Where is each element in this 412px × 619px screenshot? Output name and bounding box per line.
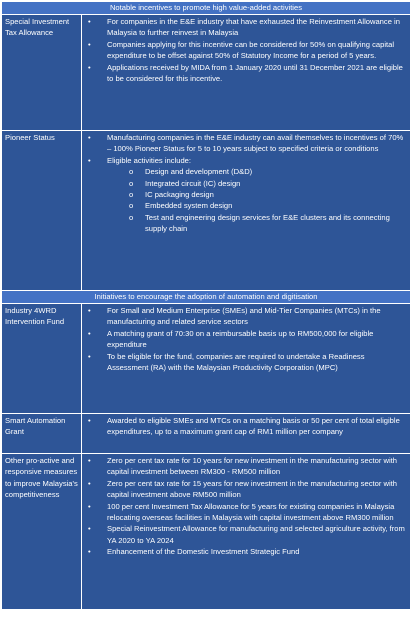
row-content bbox=[82, 131, 411, 291]
sub-list-item: o Design and development (D&D) bbox=[107, 166, 407, 177]
list-item: • For Small and Medium Enterprise (SMEs) and Mid-Tier Companies (MTCs) in the manufacturing and related service sectors bbox=[85, 305, 407, 328]
list-item: • 100 per cent Investment Tax Allowance for 5 years for existing companies in Malaysia relocating overseas facilities in Malaysia with capital investment above RM300 million bbox=[85, 501, 407, 524]
row-label: Other pro-active and responsive measures to improve Malaysia's competitiveness bbox=[2, 454, 82, 610]
table-row bbox=[2, 131, 411, 291]
section-title: Notable incentives to promote high value-added activities bbox=[2, 2, 411, 15]
list-item-text: Eligible activities include: bbox=[107, 155, 191, 165]
sub-list-item: o Embedded system design bbox=[107, 200, 407, 211]
row-content bbox=[82, 15, 411, 131]
row-content bbox=[82, 454, 411, 610]
list-item: • Companies applying for this incentive can be considered for 50% on qualifying capital expenditure to be offset against 50% of Statutory Income for a period of 5 years. bbox=[85, 39, 407, 62]
table-row bbox=[2, 414, 411, 454]
table-row bbox=[2, 454, 411, 610]
sub-list-item: o Test and engineering design services for E&E clusters and its connecting supply chain bbox=[107, 212, 407, 235]
list-item bbox=[85, 155, 407, 235]
bullet-list bbox=[85, 305, 407, 373]
list-item: • Enhancement of the Domestic Investment Strategic Fund bbox=[85, 546, 407, 557]
row-content bbox=[82, 304, 411, 414]
list-item: • Zero per cent tax rate for 10 years for new investment in the manufacturing sector with capital investment between RM300 - RM500 million bbox=[85, 455, 407, 478]
row-label: Industry 4WRD Intervention Fund bbox=[2, 304, 82, 414]
list-item: • To be eligible for the fund, companies are required to undertake a Readiness Assessment (RA) with the Malaysian Productivity Corporation (MPC) bbox=[85, 351, 407, 374]
list-item: • Awarded to eligible SMEs and MTCs on a matching basis or 50 per cent of total eligible expenditures, up to a maximum grant cap of RM1 million per company bbox=[85, 415, 407, 438]
sub-list-item: o Integrated circuit (IC) design bbox=[107, 178, 407, 189]
list-item: • A matching grant of 70:30 on a reimbursable basis up to RM500,000 for eligible expenditure bbox=[85, 328, 407, 351]
incentives-table bbox=[1, 1, 411, 610]
list-item: • Applications received by MIDA from 1 January 2020 until 31 December 2021 are eligible to be considered for this incentive. bbox=[85, 62, 407, 85]
sub-bullet-list bbox=[107, 166, 407, 234]
bullet-list bbox=[85, 415, 407, 438]
row-label: Special Investment Tax Allowance bbox=[2, 15, 82, 131]
row-content bbox=[82, 414, 411, 454]
list-item: • Special Reinvestment Allowance for manufacturing and selected agriculture activity, from YA 2020 to YA 2024 bbox=[85, 523, 407, 546]
row-label: Pioneer Status bbox=[2, 131, 82, 291]
bullet-list bbox=[85, 132, 407, 235]
sub-list-item: o IC packaging design bbox=[107, 189, 407, 200]
bullet-list bbox=[85, 455, 407, 558]
row-label: Smart Automation Grant bbox=[2, 414, 82, 454]
list-item: • Manufacturing companies in the E&E industry can avail themselves to incentives of 70% – 100% Pioneer Status for 5 to 10 years subject to specified criteria or conditions bbox=[85, 132, 407, 155]
section-title: Initiatives to encourage the adoption of automation and digitisation bbox=[2, 291, 411, 304]
list-item: • Zero per cent tax rate for 15 years for new investment in the manufacturing sector with capital investment above RM500 million bbox=[85, 478, 407, 501]
bullet-list bbox=[85, 16, 407, 84]
list-item: • For companies in the E&E industry that have exhausted the Reinvestment Allowance in Malaysia to further reinvest in Malaysia bbox=[85, 16, 407, 39]
section-header-high-value bbox=[2, 2, 411, 15]
section-header-automation bbox=[2, 291, 411, 304]
table-row bbox=[2, 15, 411, 131]
table-row bbox=[2, 304, 411, 414]
